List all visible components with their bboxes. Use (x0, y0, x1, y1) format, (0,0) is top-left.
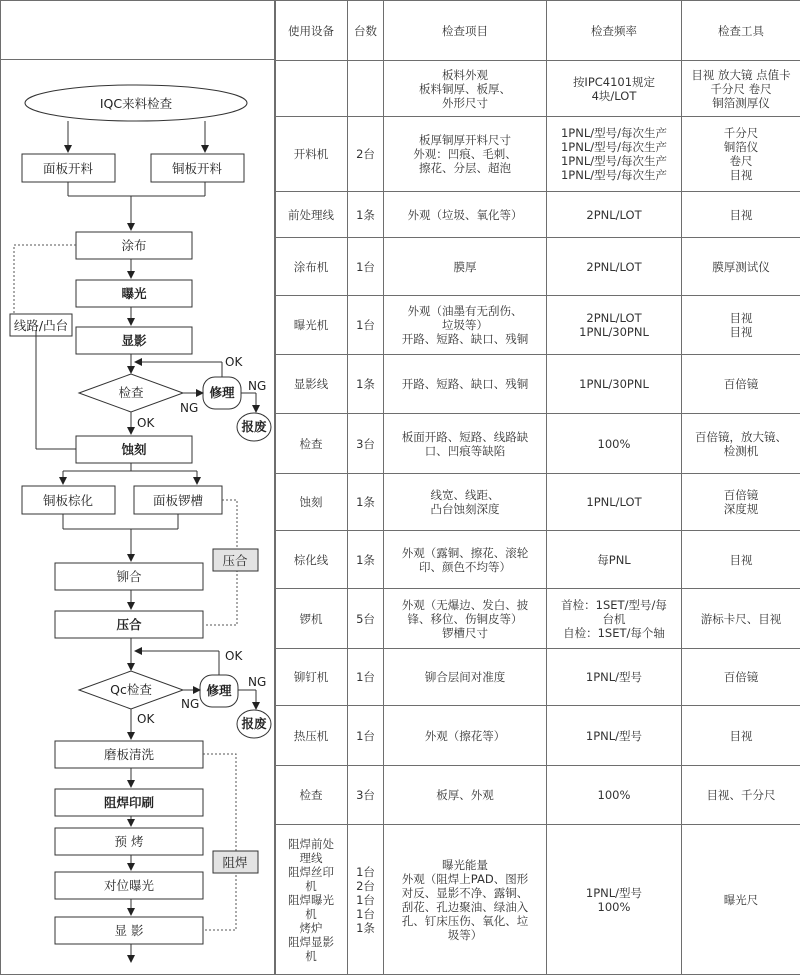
cell-tool: 千分尺 铜箔仪 卷尺 目视 (682, 117, 800, 192)
cell-item: 外观（露铜、擦花、滚轮 印、颜色不均等） (384, 531, 547, 589)
ok-label-3: OK (225, 649, 243, 663)
cell-quantity: 1台 (348, 296, 384, 355)
ok-label-1: OK (225, 355, 243, 369)
process-flowchart (0, 0, 276, 975)
cell-item: 膜厚 (384, 238, 547, 296)
qc-inspect-label: Qc检查 (110, 682, 152, 697)
develop-label: 显影 (121, 333, 147, 348)
cell-item: 板面开路、短路、线路缺 口、凹痕等缺陷 (384, 414, 547, 474)
cell-tool: 曝光尺 (682, 825, 800, 975)
cell-item: 外观（擦花等） (384, 706, 547, 766)
ng-label-4: NG (181, 697, 200, 711)
cell-quantity: 1台 2台 1台 1台 1条 (348, 825, 384, 975)
table-row (275, 117, 800, 192)
table-row (275, 589, 800, 649)
cell-frequency: 每PNL (547, 531, 682, 589)
press-label: 压合 (116, 617, 142, 632)
ok-label-2: OK (137, 416, 155, 430)
cell-quantity: 1台 (348, 706, 384, 766)
cell-equipment (275, 61, 348, 117)
panel-cut-label: 面板开料 (42, 161, 94, 176)
cell-equipment: 曝光机 (275, 296, 348, 355)
ng-label-2: NG (180, 401, 199, 415)
cell-frequency: 2PNL/LOT (547, 192, 682, 238)
route-label: 面板锣槽 (152, 493, 204, 508)
cell-item: 铆合层间对准度 (384, 649, 547, 706)
cell-quantity: 2台 (348, 117, 384, 192)
cell-equipment: 显影线 (275, 355, 348, 414)
etch-label: 蚀刻 (121, 442, 147, 457)
table-row (275, 825, 800, 975)
cell-quantity (348, 61, 384, 117)
cell-tool: 目视 (682, 706, 800, 766)
table-row (275, 649, 800, 706)
table-row (275, 296, 800, 355)
header-row (275, 1, 800, 61)
cell-quantity: 1台 (348, 649, 384, 706)
header-equipment: 使用设备 (275, 1, 348, 61)
cell-tool: 膜厚测试仪 (682, 238, 800, 296)
ng-label-3: NG (248, 675, 267, 689)
cell-item: 板厚铜厚开料尺寸 外观：凹痕、毛刺、 擦花、分层、超泡 (384, 117, 547, 192)
cell-quantity: 1台 (348, 238, 384, 296)
cell-tool: 百倍镜，放大镜、 检测机 (682, 414, 800, 474)
header-tool: 检查工具 (682, 1, 800, 61)
cell-equipment: 锣机 (275, 589, 348, 649)
header-item: 检查项目 (384, 1, 547, 61)
cell-frequency: 按IPC4101规定 4块/LOT (547, 61, 682, 117)
cell-item: 外观（无爆边、发白、披 锋、移位、伤铜皮等） 锣槽尺寸 (384, 589, 547, 649)
table-row (275, 355, 800, 414)
scrap-label: 报废 (241, 419, 267, 434)
repair-label-2: 修理 (206, 683, 232, 698)
cell-frequency: 1PNL/LOT (547, 474, 682, 531)
cell-equipment: 热压机 (275, 706, 348, 766)
cell-frequency: 100% (547, 766, 682, 825)
cell-frequency: 1PNL/型号/每次生产 1PNL/型号/每次生产 1PNL/型号/每次生产 1PNL/型号/每次生产 (547, 117, 682, 192)
ng-label-1: NG (248, 379, 267, 393)
cell-equipment: 检查 (275, 414, 348, 474)
cu-cut-label: 铜板开料 (171, 161, 223, 176)
cell-quantity: 1条 (348, 531, 384, 589)
cell-tool: 百倍镜 (682, 355, 800, 414)
table-row (275, 238, 800, 296)
table-row (275, 61, 800, 117)
brown-label: 铜板棕化 (42, 493, 94, 508)
sm-develop-label: 显 影 (114, 923, 144, 938)
cell-equipment: 检查 (275, 766, 348, 825)
cell-equipment: 涂布机 (275, 238, 348, 296)
cell-item: 外观（油墨有无刮伤、 垃圾等） 开路、短路、缺口、残铜 (384, 296, 547, 355)
cell-equipment: 前处理线 (275, 192, 348, 238)
cell-frequency: 2PNL/LOT (547, 238, 682, 296)
rivet-label: 铆合 (116, 569, 142, 584)
repair-label: 修理 (209, 385, 235, 400)
side-label-1: 线路/凸台 (13, 318, 69, 333)
cell-item: 开路、短路、缺口、残铜 (384, 355, 547, 414)
cell-tool: 百倍镜 (682, 649, 800, 706)
coat-label: 涂布 (121, 238, 147, 253)
cell-frequency: 1PNL/30PNL (547, 355, 682, 414)
cell-quantity: 1条 (348, 192, 384, 238)
cell-equipment: 开料机 (275, 117, 348, 192)
inspect-label: 检查 (118, 385, 144, 400)
cell-item: 线宽、线距、 凸台蚀刻深度 (384, 474, 547, 531)
cell-tool: 目视 (682, 531, 800, 589)
cell-tool: 游标卡尺、目视 (682, 589, 800, 649)
table-row (275, 192, 800, 238)
cell-tool: 目视 目视 (682, 296, 800, 355)
cell-tool: 目视 (682, 192, 800, 238)
expose-label: 曝光 (121, 286, 147, 301)
cell-frequency: 1PNL/型号 100% (547, 825, 682, 975)
prebake-label: 预 烤 (114, 834, 144, 849)
scrap-label-2: 报废 (241, 716, 267, 731)
cell-quantity: 3台 (348, 414, 384, 474)
grind-label: 磨板清洗 (103, 747, 155, 762)
table-row (275, 414, 800, 474)
sm-print-label: 阻焊印刷 (103, 795, 155, 810)
table-row (275, 474, 800, 531)
cell-equipment: 棕化线 (275, 531, 348, 589)
header-quantity: 台数 (348, 1, 384, 61)
ok-label-4: OK (137, 712, 155, 726)
header-frequency: 检查频率 (547, 1, 682, 61)
cell-quantity: 3台 (348, 766, 384, 825)
cell-item: 外观（垃圾、氧化等） (384, 192, 547, 238)
cell-tool: 百倍镜 深度规 (682, 474, 800, 531)
side-label-2: 压合 (222, 553, 248, 568)
cell-frequency: 2PNL/LOT 1PNL/30PNL (547, 296, 682, 355)
cell-quantity: 1条 (348, 474, 384, 531)
cell-equipment: 铆钉机 (275, 649, 348, 706)
side-label-3: 阻焊 (222, 855, 248, 870)
cell-item: 曝光能量 外观（阻焊上PAD、图形 对反、显影不净、露铜、 刮花、孔边聚油、绿油入 孔、钉床压伤、氧化、垃 圾等） (384, 825, 547, 975)
table-row (275, 531, 800, 589)
cell-item: 板厚、外观 (384, 766, 547, 825)
cell-frequency: 100% (547, 414, 682, 474)
cell-frequency: 1PNL/型号 (547, 706, 682, 766)
cell-equipment: 阻焊前处 理线 阻焊丝印 机 阻焊曝光 机 烤炉 阻焊显影 机 (275, 825, 348, 975)
table-row (275, 706, 800, 766)
cell-equipment: 蚀刻 (275, 474, 348, 531)
cell-frequency: 首检：1SET/型号/每 台机 自检：1SET/每个轴 (547, 589, 682, 649)
cell-quantity: 5台 (348, 589, 384, 649)
cell-frequency: 1PNL/型号 (547, 649, 682, 706)
iqc-label: IQC来料检查 (99, 96, 173, 111)
cell-tool: 目视、千分尺 (682, 766, 800, 825)
table-row (275, 766, 800, 825)
cell-item: 板料外观 板料铜厚、板厚、 外形尺寸 (384, 61, 547, 117)
align-expose-label: 对位曝光 (103, 878, 155, 893)
inspection-table (274, 0, 800, 975)
cell-quantity: 1条 (348, 355, 384, 414)
cell-tool: 目视 放大镜 点值卡 千分尺 卷尺 铜箔测厚仪 (682, 61, 800, 117)
